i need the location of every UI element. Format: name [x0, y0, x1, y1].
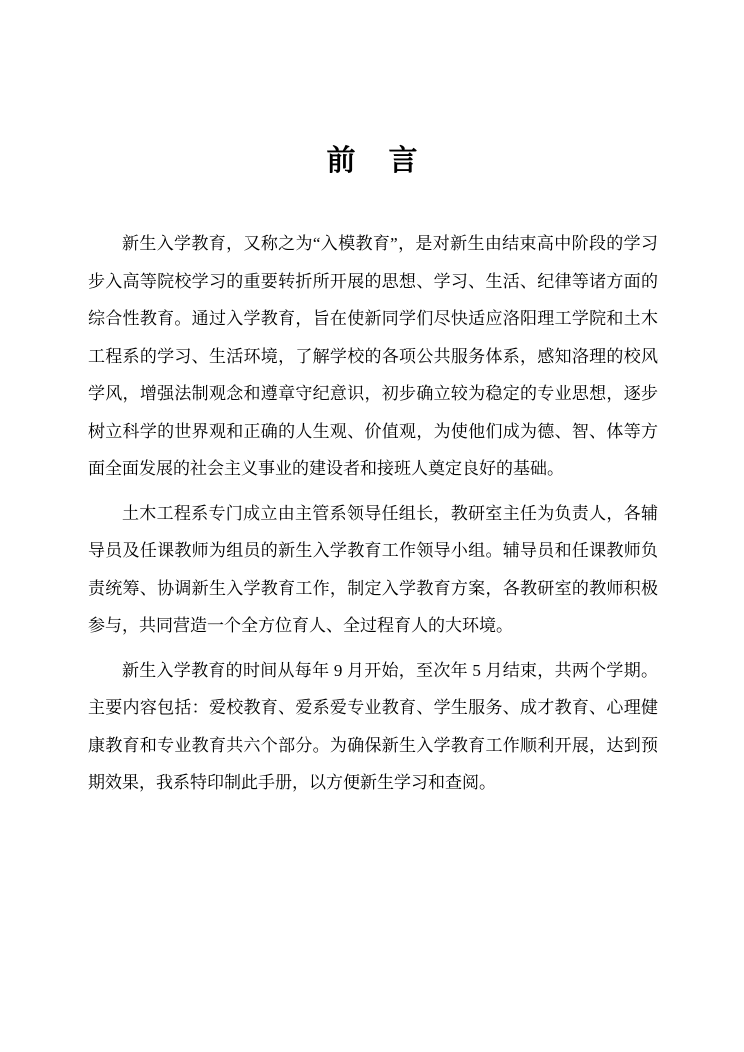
page-title: 前 言 [326, 145, 420, 177]
paragraph-leadership-group: 土木工程系专门成立由主管系领导任组长，教研室主任为负责人，各辅导员及任课教师为组员的新生入学教育工作领导小组。辅导员和任课教师负责统筹、协调新生入学教育工作，制定入学教育方案，各教研室的教师积极参与，共同营造一个全方位育人、全过程育人的大环境。 [88, 503, 658, 635]
paragraph-schedule-content: 新生入学教育的时间从每年 9 月开始，至次年 5 月结束，共两个学期。主要内容包括：爱校教育、爱系爱专业教育、学生服务、成才教育、心理健康教育和专业教育共六个部分。为确保新生入学教育工作顺利开展，达到预期效果，我系特印制此手册，以方便新生学习和查阅。 [88, 660, 658, 792]
paragraph-intro: 新生入学教育，又称之为“入模教育”，是对新生由结束高中阶段的学习步入高等院校学习的重要转折所开展的思想、学习、生活、纪律等诸方面的综合性教育。通过入学教育，旨在使新同学们尽快适应洛阳理工学院和土木工程系的学习、生活环境，了解学校的各项公共服务体系，感知洛理的校风学风，增强法制观念和遵章守纪意识，初步确立较为稳定的专业思想，逐步树立科学的世界观和正确的人生观、价值观，为使他们成为德、智、体等方面全面发展的社会主义事业的建设者和接班人奠定良好的基础。 [88, 234, 658, 478]
